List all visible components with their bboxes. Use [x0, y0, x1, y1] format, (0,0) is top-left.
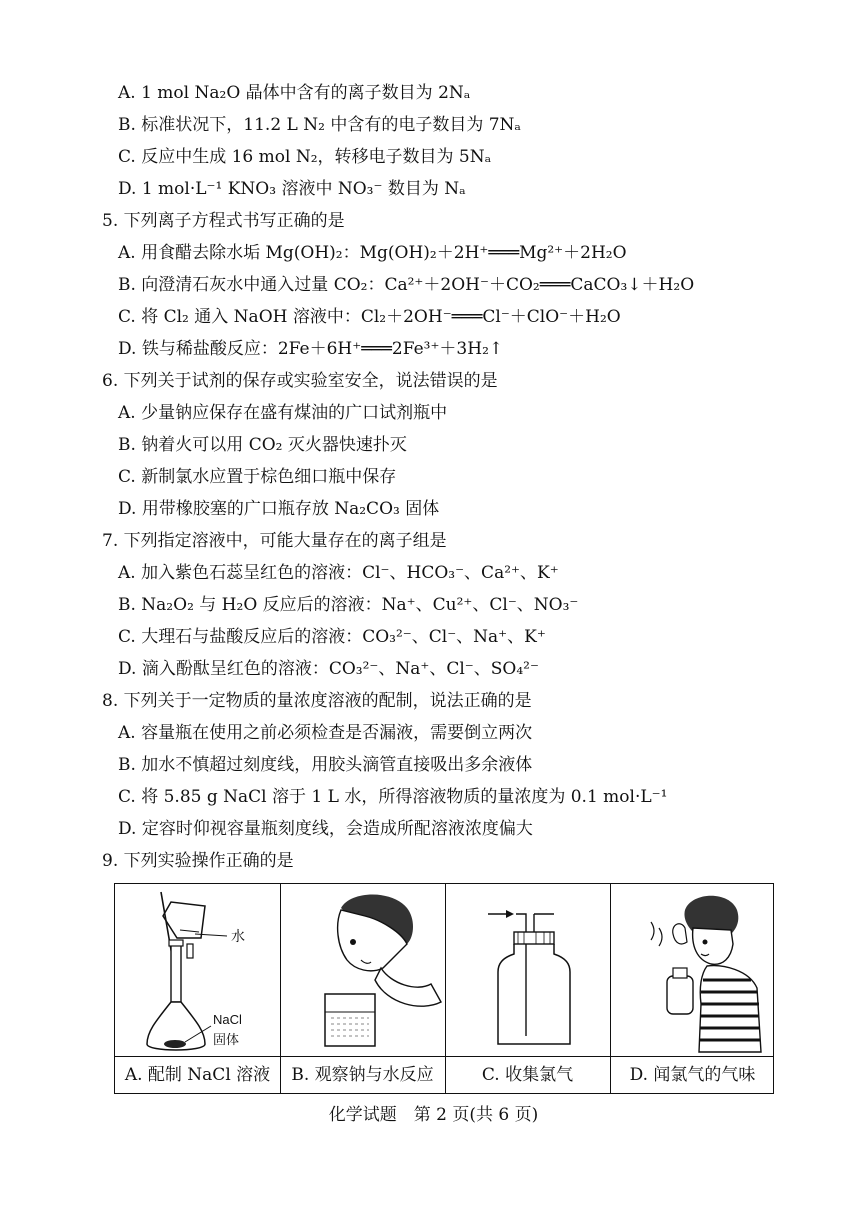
option-line: D. 定容时仰视容量瓶刻度线，会造成所配溶液浓度偏大 [118, 819, 533, 839]
question-stem: 8. 下列关于一定物质的量浓度溶液的配制，说法正确的是 [102, 691, 532, 711]
option-line: A. 1 mol Na₂O 晶体中含有的离子数目为 2Nₐ [118, 83, 471, 103]
caption-b: B. 观察钠与水反应 [291, 1065, 434, 1085]
option-line: A. 用食醋去除水垢 Mg(OH)₂：Mg(OH)₂＋2H⁺═══Mg²⁺＋2H₂O [118, 243, 627, 263]
option-line: A. 少量钠应保存在盛有煤油的广口试剂瓶中 [118, 403, 448, 423]
option-line: B. Na₂O₂ 与 H₂O 反应后的溶液：Na⁺、Cu²⁺、Cl⁻、NO₃⁻ [118, 595, 579, 615]
question-stem: 7. 下列指定溶液中，可能大量存在的离子组是 [102, 531, 447, 551]
experiment-figure-table [114, 883, 774, 1094]
option-line: C. 新制氯水应置于棕色细口瓶中保存 [118, 467, 397, 487]
option-line: D. 用带橡胶塞的广口瓶存放 Na₂CO₃ 固体 [118, 499, 440, 519]
caption-divider [115, 1056, 773, 1057]
smell-gas-illustration [611, 884, 776, 1056]
option-line: D. 铁与稀盐酸反应：2Fe＋6H⁺═══2Fe³⁺＋3H₂↑ [118, 339, 504, 359]
caption-a: A. 配制 NaCl 溶液 [124, 1065, 271, 1085]
volumetric-flask-illustration [115, 884, 280, 1056]
page-footer: 化学试题 第 2 页(共 6 页) [328, 1105, 539, 1125]
observe-sodium-illustration [281, 884, 446, 1056]
option-line: B. 钠着火可以用 CO₂ 灭火器快速扑灭 [118, 435, 407, 455]
option-line: C. 将 5.85 g NaCl 溶于 1 L 水，所得溶液物质的量浓度为 0.1 mol·L⁻¹ [118, 787, 668, 807]
caption-c: C. 收集氯气 [481, 1065, 574, 1085]
option-line: B. 标准状况下，11.2 L N₂ 中含有的电子数目为 7Nₐ [118, 115, 521, 135]
nacl-label: NaCl [213, 1012, 242, 1027]
option-line: D. 1 mol·L⁻¹ KNO₃ 溶液中 NO₃⁻ 数目为 Nₐ [118, 179, 466, 199]
option-line: B. 向澄清石灰水中通入过量 CO₂：Ca²⁺＋2OH⁻＋CO₂═══CaCO₃↓＋H₂O [118, 275, 695, 295]
option-line: C. 反应中生成 16 mol N₂，转移电子数目为 5Nₐ [118, 147, 492, 167]
solid-label: 固体 [213, 1033, 240, 1048]
gas-collection-bottle-illustration [446, 884, 611, 1056]
option-line: D. 滴入酚酞呈红色的溶液：CO₃²⁻、Na⁺、Cl⁻、SO₄²⁻ [118, 659, 539, 679]
caption-d: D. 闻氯气的气味 [629, 1065, 756, 1085]
option-line: A. 容量瓶在使用之前必须检查是否漏液，需要倒立两次 [118, 723, 533, 743]
option-line: B. 加水不慎超过刻度线，用胶头滴管直接吸出多余液体 [118, 755, 533, 775]
option-line: C. 大理石与盐酸反应后的溶液：CO₃²⁻、Cl⁻、Na⁺、K⁺ [118, 627, 546, 647]
question-stem: 6. 下列关于试剂的保存或实验室安全，说法错误的是 [102, 371, 498, 391]
question-stem: 9. 下列实验操作正确的是 [102, 851, 294, 871]
water-label: 水 [231, 929, 245, 945]
question-stem: 5. 下列离子方程式书写正确的是 [102, 211, 345, 231]
option-line: C. 将 Cl₂ 通入 NaOH 溶液中：Cl₂＋2OH⁻═══Cl⁻＋ClO⁻＋H₂O [118, 307, 621, 327]
option-line: A. 加入紫色石蕊呈红色的溶液：Cl⁻、HCO₃⁻、Ca²⁺、K⁺ [118, 563, 559, 583]
